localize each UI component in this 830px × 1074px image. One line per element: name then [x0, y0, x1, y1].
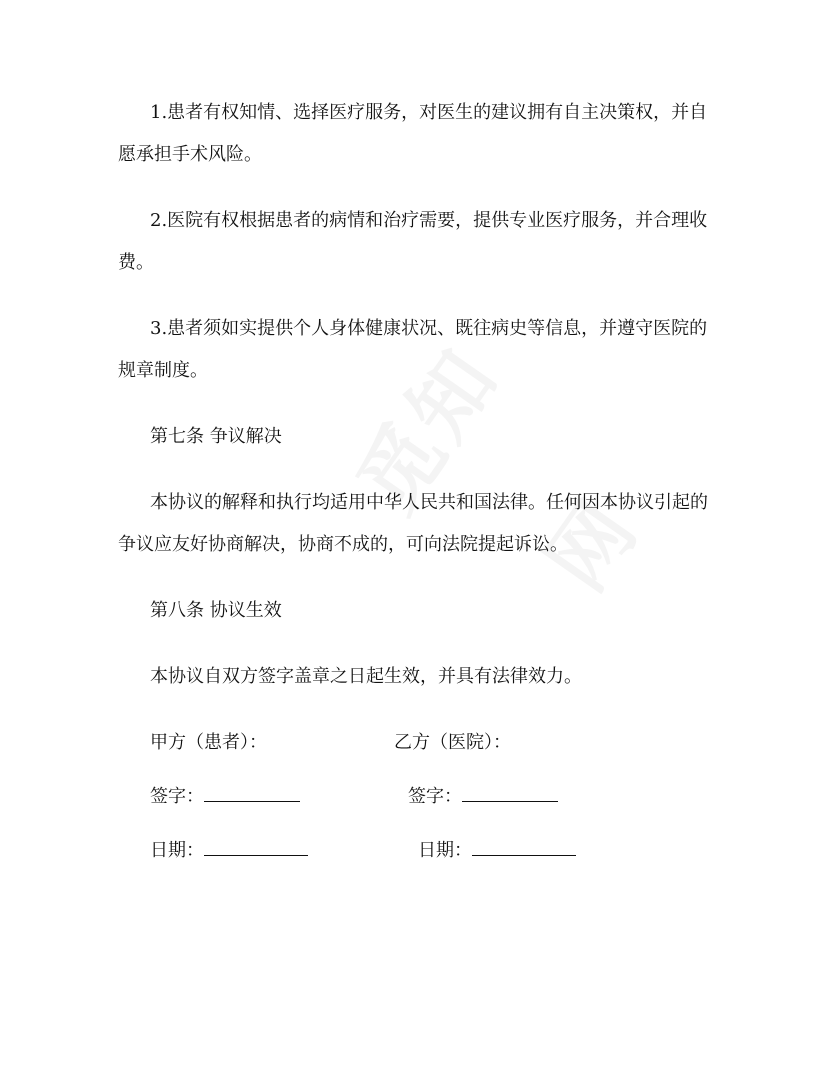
date-b-label: 日期：	[418, 840, 472, 861]
signature-b-label: 签字：	[408, 786, 462, 807]
date-b	[418, 830, 576, 872]
party-row	[118, 722, 708, 776]
party-a-label: 甲方（患者）：	[150, 732, 267, 753]
date-a-label: 日期：	[150, 840, 204, 861]
signature-a	[150, 776, 300, 818]
date-row	[118, 830, 708, 884]
clause-2: 2.医院有权根据患者的病情和治疗需要，提供专业医疗服务，并合理收费。	[118, 210, 708, 273]
document-content	[118, 92, 708, 884]
article-8-text: 本协议自双方签字盖章之日起生效，并具有法律效力。	[150, 666, 582, 687]
date-a	[150, 830, 308, 872]
clause-1: 1.患者有权知情、选择医疗服务，对医生的建议拥有自主决策权，并自愿承担手术风险。	[118, 102, 708, 165]
signature-a-line[interactable]	[204, 783, 300, 802]
article-7-text: 本协议的解释和执行均适用中华人民共和国法律。任何因本协议引起的争议应友好协商解决，协商不成的，可向法院提起诉讼。	[118, 492, 708, 555]
signature-row	[118, 776, 708, 830]
signature-b-line[interactable]	[462, 783, 558, 802]
date-b-line[interactable]	[472, 837, 576, 856]
clause-3: 3.患者须如实提供个人身体健康状况、既往病史等信息，并遵守医院的规章制度。	[118, 318, 708, 381]
signature-b	[408, 776, 558, 818]
article-7-heading: 第七条 争议解决	[150, 426, 282, 447]
party-b-label: 乙方（医院）：	[394, 732, 511, 753]
article-8-heading: 第八条 协议生效	[150, 600, 282, 621]
date-a-line[interactable]	[204, 837, 308, 856]
signature-a-label: 签字：	[150, 786, 204, 807]
